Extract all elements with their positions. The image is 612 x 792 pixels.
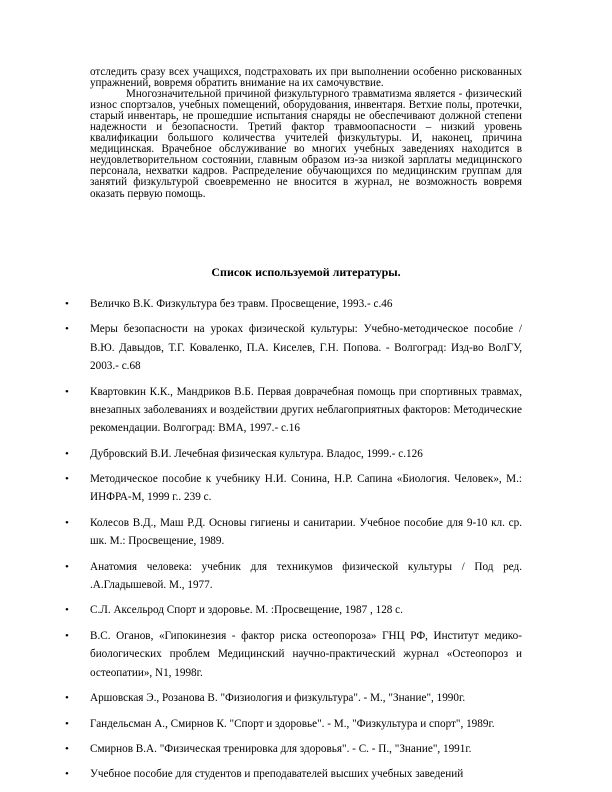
reference-item: • Меры безопасности на уроках физической культуры: Учебно-методическое пособие / В.Ю. Давыдов, Т.Г. Коваленко, П.А. Киселев, Г.Н. Попова. - Волгоград: Изд-во ВолГУ, 2003.- с.68 <box>90 320 522 375</box>
bullet-icon: • <box>65 717 69 730</box>
bullet-icon: • <box>65 516 69 529</box>
reference-item: • Гандельсман А., Смирнов К. "Спорт и здоровье". - М., "Физкультура и спорт", 1989г. <box>90 715 522 733</box>
bullet-icon: • <box>65 560 69 573</box>
bullet-icon: • <box>65 447 69 460</box>
reference-item: • Величко В.К. Физкультура без травм. Просвещение, 1993.- с.46 <box>90 295 522 313</box>
reference-item: • С.Л. Аксельрод Спорт и здоровье. М. :Просвещение, 1987 , 128 с. <box>90 601 522 619</box>
intro-text <box>90 67 522 200</box>
bullet-icon: • <box>65 298 69 310</box>
references-heading: Список используемой литературы. <box>211 265 401 279</box>
intro-paragraph-1: отследить сразу всех учащихся, подстраховать их при выполнении особенно рискованных упражнений, вовремя обратить внимание на их самочувствие. <box>90 66 522 90</box>
bullet-icon: • <box>65 323 69 336</box>
bullet-icon: • <box>65 604 69 617</box>
bullet-icon: • <box>65 743 69 755</box>
intro-paragraph-2: Многозначительной причиной физкультурного травматизма является - физический износ спортзалов, учебных помещений, оборудования, инвентаря. Ветхие полы, протечки, старый инвентарь, не прошедшие испытания снаряды не обеспечивают должной степени надежности и безопасности. Третий фактор травмоопасности – низкий уровень квалификации большого количества учителей физкультуры. И, наконец, причина медицинская. Врачебное обслуживание во многих учебных заведениях находится в неудовлетворительном состоянии, главным образом из-за низкой зарплаты медицинского персонала, нехватки кадров. Распределение обучающихся по медицинским группам для занятий физкультурой своевременно не вносится в журнал, не возможность вовремя оказать первую помощь. <box>90 88 522 200</box>
reference-item: • Аршовская Э., Розанова В. "Физиология и физкультура". - М., "Знание", 1990г. <box>90 689 522 707</box>
reference-item: • В.С. Оганов, «Гипокинезия - фактор риска остеопороза» ГНЦ РФ, Институт медико-биологических проблем Медицинский научно-практический журнал «Остеопороз и остеопатии», N1, 1998г. <box>90 627 522 682</box>
bullet-icon: • <box>65 692 69 705</box>
bullet-icon: • <box>65 629 69 642</box>
reference-item: • Анатомия человека: учебник для техникумов физической культуры / Под ред. .А.Гладышевой. М., 1977. <box>90 558 522 595</box>
reference-item: • Колесов В.Д., Маш Р.Д. Основы гигиены и санитарии. Учебное пособие для 9-10 кл. ср. шк. М.: Просвещение, 1989. <box>90 514 522 551</box>
reference-item: • Методическое пособие к учебнику Н.И. Сонина, Н.Р. Сапина «Биология. Человек», М.: ИНФРА-М, 1999 г.. 239 с. <box>90 470 522 507</box>
bullet-icon: • <box>65 385 69 398</box>
reference-item: • Дубровский В.И. Лечебная физическая культура. Владос, 1999.- с.126 <box>90 445 522 463</box>
reference-item: • Учебное пособие для студентов и преподавателей высших учебных заведений <box>90 765 522 783</box>
bullet-icon: • <box>65 473 69 486</box>
reference-item: • Квартовкин К.К., Мандриков В.Б. Первая доврачебная помощь при спортивных травмах, внезапных заболеваниях и воздействии других неблагоприятных факторов: Методические рекомендации. Волгоград: ВМА, 1997.- с.16 <box>90 383 522 438</box>
bullet-icon: • <box>65 768 69 781</box>
reference-item: • Смирнов В.А. "Физическая тренировка для здоровья". - С. - П., "Знание", 1991г. <box>90 740 522 758</box>
references-list <box>65 295 522 791</box>
